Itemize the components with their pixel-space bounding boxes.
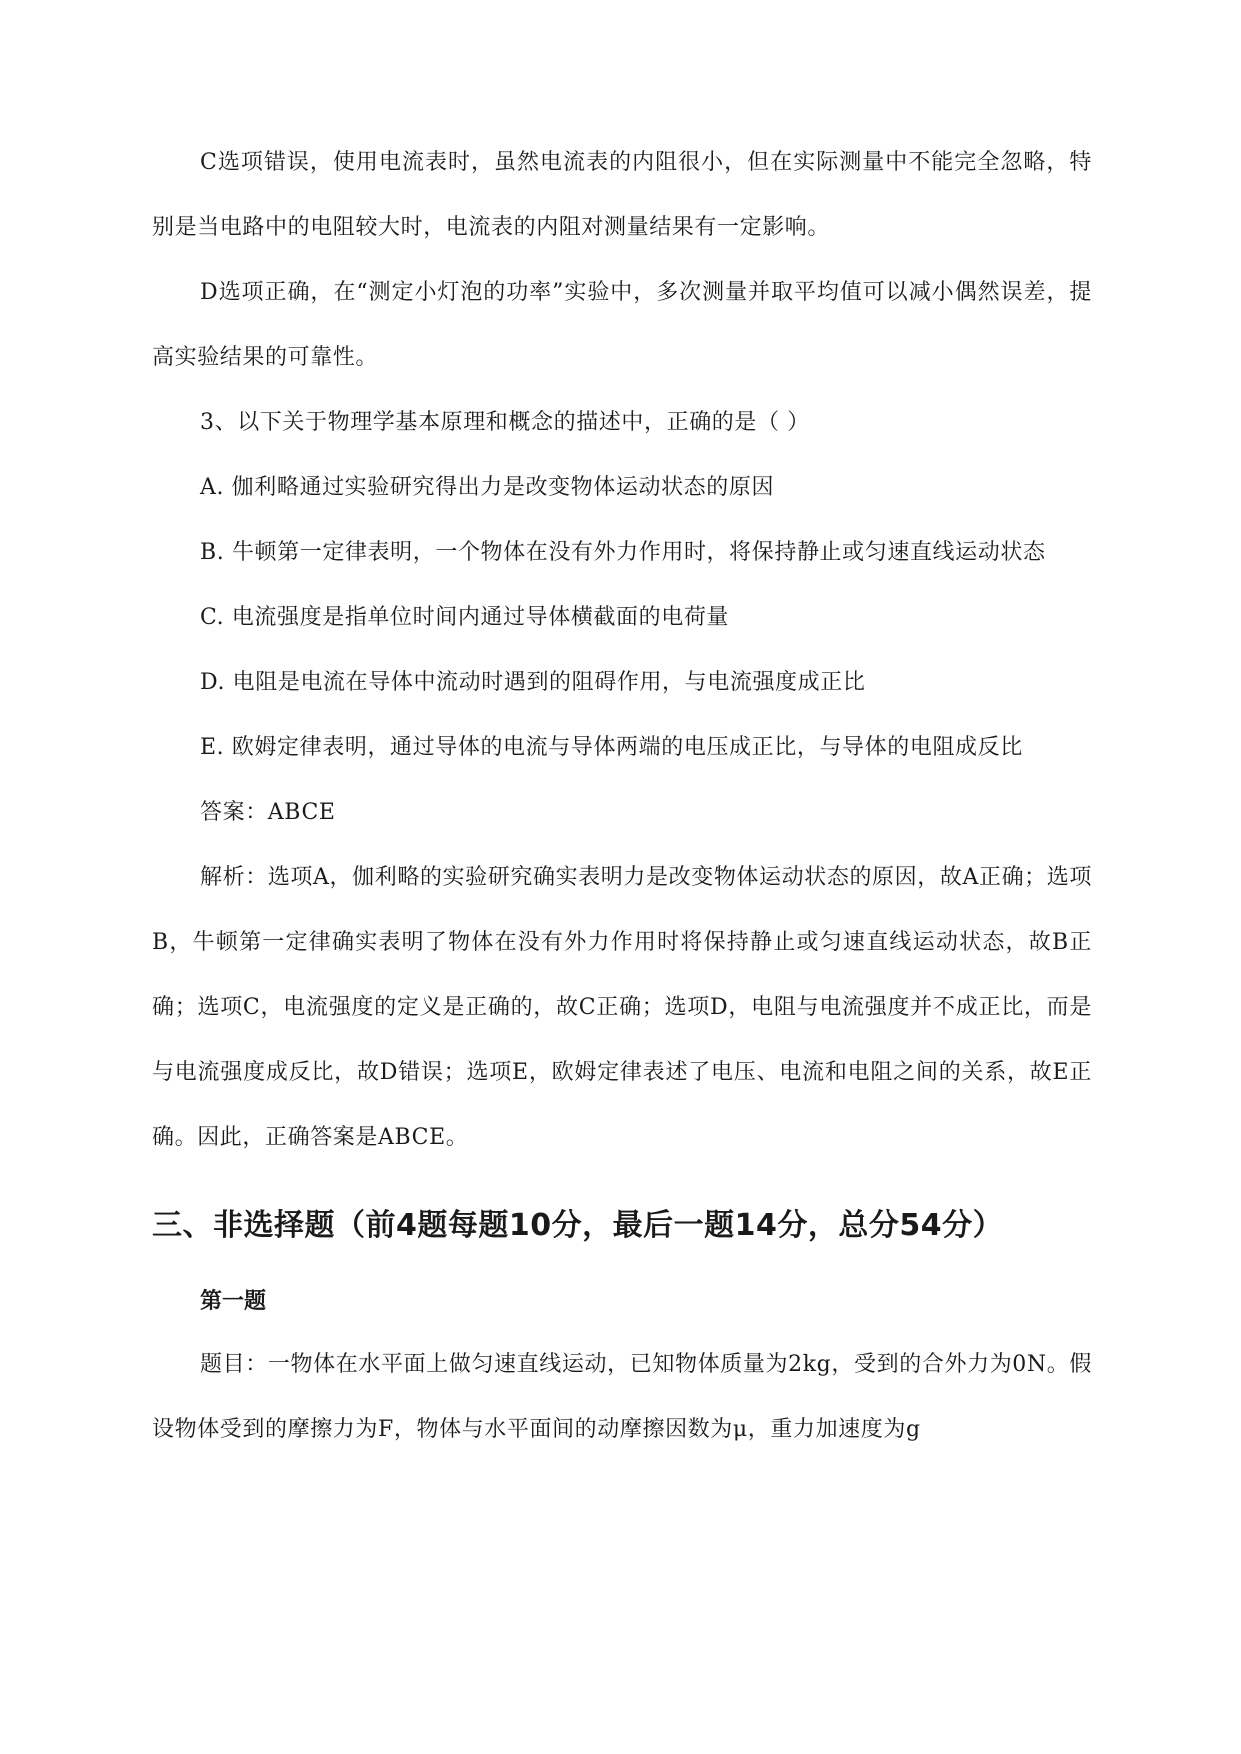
section-heading: 三、非选择题（前4题每题10分，最后一题14分，总分54分） — [152, 1208, 1004, 1243]
question-3-option-e: E. 欧姆定律表明，通过导体的电流与导体两端的电压成正比，与导体的电阻成反比 — [200, 735, 1023, 760]
question-3-option-d: D. 电阻是电流在导体中流动时遇到的阻碍作用，与电流强度成正比 — [200, 670, 866, 695]
document-page — [152, 130, 1092, 1462]
question-3-analysis: 解析：选项A，伽利略的实验研究确实表明力是改变物体运动状态的原因，故A正确；选项B，牛顿第一定律确实表明了物体在没有外力作用时将保持静止或匀速直线运动状态，故B正确；选项C，电流强度的定义是正确的，故C正确；选项D，电阻与电流强度并不成正比，而是与电流强度成反比，故D错误；选项E，欧姆定律表述了电压、电流和电阻之间的关系，故E正确。因此，正确答案是ABCE。 — [152, 865, 1092, 1150]
question-1-title: 第一题 — [200, 1289, 267, 1314]
question-3-option-c: C. 电流强度是指单位时间内通过导体横截面的电荷量 — [200, 605, 730, 630]
question-3-option-a: A. 伽利略通过实验研究得出力是改变物体运动状态的原因 — [200, 475, 775, 500]
question-3-answer: 答案：ABCE — [200, 800, 336, 825]
question-3-stem: 3、以下关于物理学基本原理和概念的描述中，正确的是（ ） — [200, 410, 810, 435]
paragraph-option-d-explanation: D选项正确，在“测定小灯泡的功率”实验中，多次测量并取平均值可以减小偶然误差，提高实验结果的可靠性。 — [152, 280, 1092, 370]
paragraph-option-c-explanation: C选项错误，使用电流表时，虽然电流表的内阻很小，但在实际测量中不能完全忽略，特别是当电路中的电阻较大时，电流表的内阻对测量结果有一定影响。 — [152, 150, 1092, 240]
question-1-text: 题目：一物体在水平面上做匀速直线运动，已知物体质量为2kg，受到的合外力为0N。假设物体受到的摩擦力为F，物体与水平面间的动摩擦因数为μ，重力加速度为g — [152, 1352, 1092, 1442]
question-3-option-b: B. 牛顿第一定律表明，一个物体在没有外力作用时，将保持静止或匀速直线运动状态 — [200, 540, 1046, 565]
